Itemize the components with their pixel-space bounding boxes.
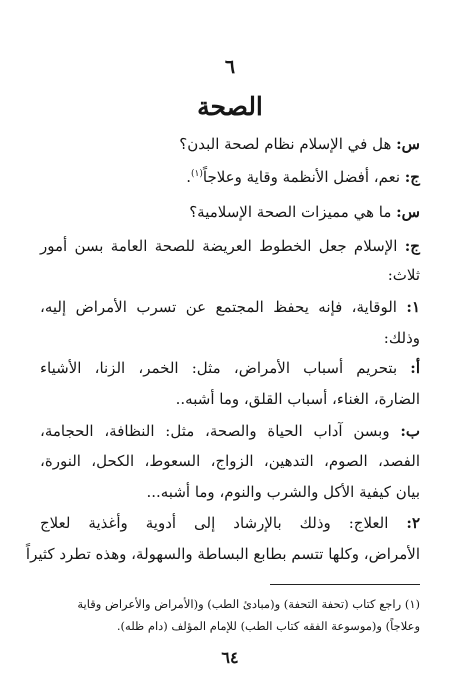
paragraph-line: الأمراض، وكلها تتسم بطابع البساطة والسهولة، وهذه تطرد كثيراً	[25, 545, 420, 563]
footnote-divider	[270, 584, 420, 585]
question-label: س:	[396, 203, 420, 221]
answer-text: الإسلام جعل الخطوط العريضة للصحة العامة بسن أمور	[40, 237, 405, 255]
question-label: س:	[396, 135, 420, 153]
question-text: هل في الإسلام نظام لصحة البدن؟	[179, 135, 397, 153]
paragraph-line: الضارة، الغناء، أسباب القلق، وما أشبه..	[175, 390, 420, 408]
item-a-line	[40, 358, 420, 378]
paragraph-line: بيان كيفية الأكل والشرب والنوم، وما أشبه...	[146, 483, 420, 501]
footnote-marker: (١)	[191, 169, 203, 179]
answer-line	[186, 167, 420, 187]
item-text: بتحريم أسباب الأمراض، مثل: الخمر، الزنا، الأشياء	[40, 359, 411, 377]
point-two-line	[40, 513, 420, 533]
footnote-line: (١) راجع كتاب (تحفة التحفة) و(مبادئ الطب) و(الأمراض والأعراض وقاية	[77, 597, 420, 611]
item-label: ب:	[400, 422, 420, 440]
answer-end: .	[186, 168, 191, 186]
answer-line	[40, 236, 420, 256]
page-number: ٦٤	[221, 648, 239, 667]
chapter-title: الصحة	[197, 92, 263, 121]
paragraph-line: الفصد، الصوم، التدهين، الزواج، السعوط، الكحل، النورة،	[40, 452, 420, 470]
answer-label: ج:	[404, 237, 420, 255]
point-label: ٢:	[406, 514, 420, 532]
point-label: ١:	[406, 298, 420, 316]
paragraph-line: ثلاث:	[387, 266, 420, 284]
chapter-number: ٦	[224, 56, 236, 78]
point-one-line	[40, 297, 420, 317]
paragraph-line: وذلك:	[383, 329, 420, 347]
question-line	[189, 202, 420, 222]
item-text: وبسن آداب الحياة والصحة، مثل: النظافة، الحجامة،	[40, 422, 401, 440]
footnote-line: وعلاجاً) و(موسوعة الفقه كتاب الطب) للإمام المؤلف (دام ظله).	[116, 619, 420, 633]
question-line	[179, 134, 420, 154]
question-text: ما هي مميزات الصحة الإسلامية؟	[189, 203, 397, 221]
point-text: العلاج: وذلك بالإرشاد إلى أدوية وأغذية لعلاج	[40, 514, 407, 532]
item-b-line	[40, 421, 420, 441]
answer-label: ج:	[404, 168, 420, 186]
item-label: أ:	[410, 359, 420, 377]
point-text: الوقاية، فإنه يحفظ المجتمع عن تسرب الأمراض إليه،	[40, 298, 407, 316]
answer-text: نعم، أفضل الأنظمة وقاية وعلاجاً	[202, 168, 405, 186]
